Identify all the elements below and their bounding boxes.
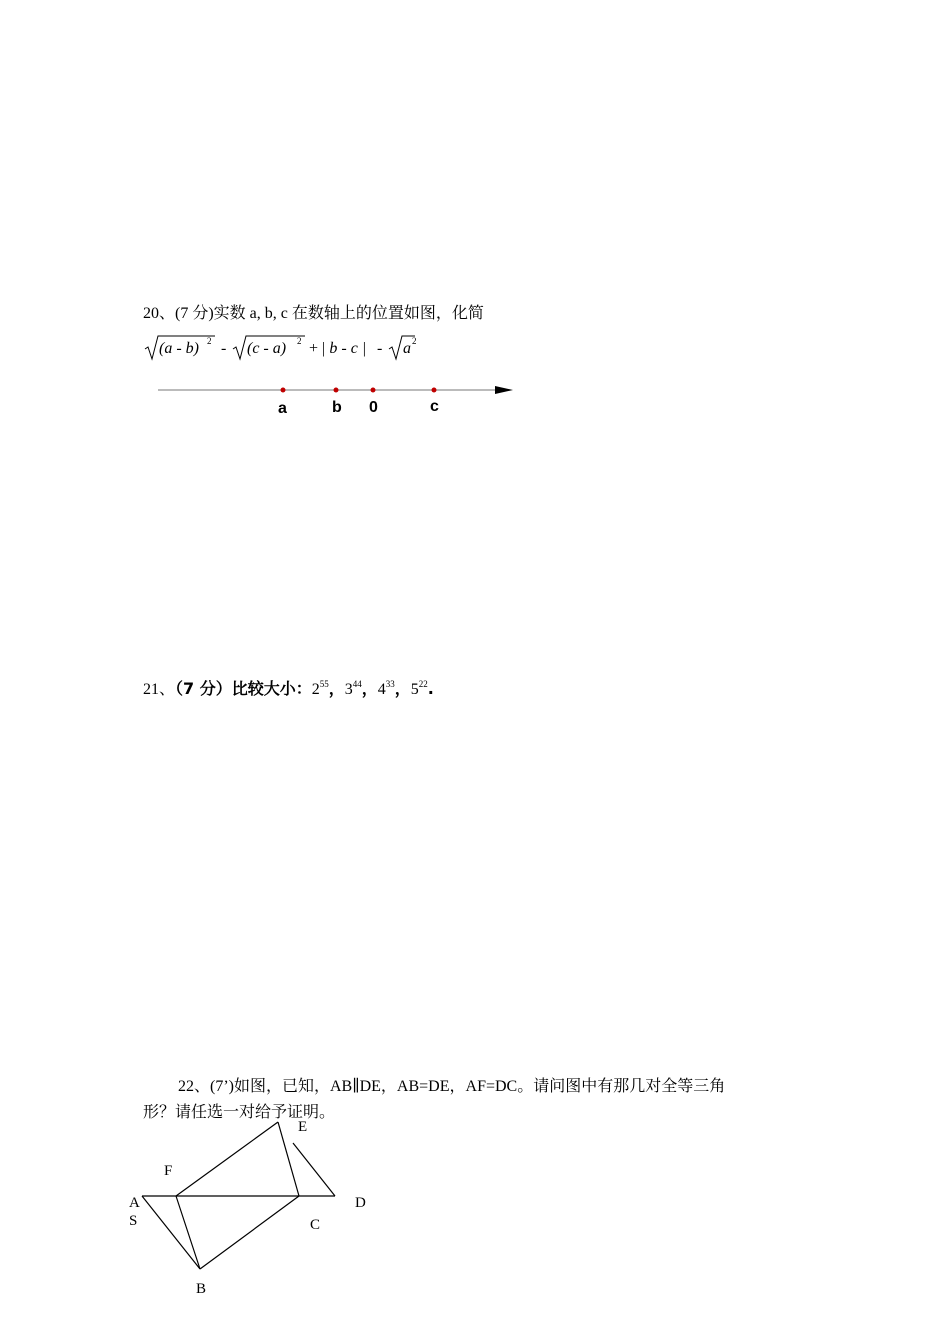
q22-line2: 形？请任选一对给予证明。: [143, 1104, 336, 1121]
q20-minus2: -: [377, 340, 383, 357]
point-label-D: D: [355, 1195, 366, 1211]
q21-term1-exp: 55: [319, 679, 329, 689]
point-label-A: A: [129, 1195, 140, 1211]
q21-term2-exp: 44: [352, 679, 362, 689]
q21-prefix: 21、: [143, 681, 176, 698]
q20-term1: (a - b): [159, 340, 199, 357]
label-a: a: [278, 400, 287, 417]
label-0: 0: [369, 399, 378, 416]
q21-term3-base: 4: [377, 681, 386, 698]
q21-term3-exp: 33: [385, 679, 395, 689]
q21-sep1: ，: [328, 679, 345, 698]
q21-sep3: ，: [394, 679, 411, 698]
point-label-E: E: [298, 1119, 308, 1135]
q20-term3: a: [403, 340, 411, 357]
q22-line1: 22、(7’)如图，已知，AB∥DE，AB=DE，AF=DC。请问图中有那几对全等三角: [178, 1078, 726, 1095]
q21-score: （7 分）比较大小：: [175, 679, 312, 698]
q20-minus1: -: [221, 340, 227, 357]
q21-end: .: [427, 679, 434, 698]
q20-exp2: 2: [297, 336, 302, 346]
q20-term2: (c - a): [247, 340, 287, 357]
q20-text: 20、(7 分)实数 a, b, c 在数轴上的位置如图，化简: [143, 305, 484, 322]
label-b: b: [332, 399, 342, 416]
q21-term4-exp: 22: [418, 679, 428, 689]
q21-sep2: ，: [361, 679, 378, 698]
q20-exp3: 2: [412, 336, 417, 346]
q20-exp1: 2: [207, 336, 212, 346]
point-label-S: S: [129, 1213, 138, 1229]
point-label-B: B: [196, 1281, 207, 1297]
label-c: c: [430, 398, 439, 415]
point-label-C: C: [310, 1217, 321, 1233]
q21-term1-base: 2: [311, 681, 320, 698]
q20-plus: +: [309, 340, 319, 357]
point-label-F: F: [164, 1163, 173, 1179]
q20-abs: | b - c |: [321, 340, 367, 357]
q21-term2-base: 3: [344, 681, 353, 698]
q21-term4-base: 5: [410, 681, 419, 698]
